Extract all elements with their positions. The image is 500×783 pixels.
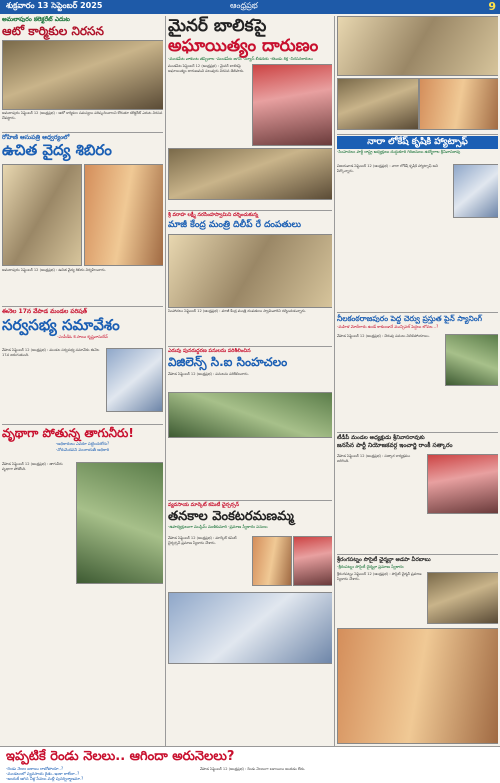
protest-crowd-photo	[168, 148, 332, 200]
society-event-photo	[337, 628, 498, 744]
crowd-photo-right	[419, 78, 498, 130]
story-vigilance-ci	[168, 348, 332, 376]
story-body: వేపాడ సెప్టెంబర్ 12 (ఆంధ్రప్రభ) : చెరువు పనులు నిలిచిపోయాయి.	[337, 334, 430, 338]
temple-visit-photo	[168, 234, 332, 308]
story-medical-camp	[2, 134, 163, 272]
vice-chairperson-portrait	[293, 536, 332, 586]
story-kicker: రోహిణి ఆసుపత్రి ఆధ్వర్యంలో	[2, 134, 70, 141]
divider	[337, 432, 498, 433]
story-kicker: -మండపేట వాకుంట తప్పిదాల -మండపేట జగన్ -న్యూస్ లీడరుకు -కటుడు శిక్ష -నిరసనకారులు	[168, 56, 313, 61]
story-kicker: ఈనెల 17న వేపాడ మండల పరిషత్	[2, 308, 88, 315]
headline-block	[168, 16, 332, 56]
story-kicker: అమలాపురం కలెక్టరేట్ ఎదుట	[2, 16, 70, 23]
story-byline: -ఉపాధ్యక్షులుగా ముస్లిమ్ మణికుమారి -ప్రమాణ స్వీకారం పనులు	[168, 524, 268, 529]
story-body: అమలాపురం సెప్టెంబర్ 12 (ఆంధ్రప్రభ) : ఉచిత వైద్య శిబిరం నిర్వహించారు.	[2, 268, 106, 272]
story-headline: నీలకంఠరాజపురం పెద్ద చెర్వు ప్రస్తుత పైన్ స్యానింగ్	[337, 314, 483, 323]
story-tank-scanning	[337, 314, 498, 338]
story-headline: తనకాల వెంకటరమణమ్మ	[168, 509, 294, 524]
story-headline: మాజీ కేంద్ర మంత్రి దిలీప్ రే దంపతులు	[168, 220, 302, 230]
bottom-headline: ఇప్పటికే రెండు నెలలు.. ఆగిందా అరునెలలు?	[6, 749, 235, 764]
divider	[168, 346, 332, 347]
story-body: వేపాడ సెప్టెంబర్ 12 (ఆంధ్రప్రభ) : మార్కెట్ కమిటీ ఛైర్పర్సన్ ప్రమాణ స్వీకారం చేశారు.	[168, 536, 237, 545]
story-kicker: శ్రీరంగపట్నం సొసైటీ ఛైర్మన్గా అడపా వీరబాబు	[337, 557, 431, 563]
story-kicker: ఎరువు పునరుద్ధరణ పనులను పరిశీలించిన	[168, 348, 251, 354]
divider	[337, 312, 498, 313]
tank-photo	[445, 334, 498, 386]
right-column	[337, 16, 498, 746]
meeting-photo-top	[337, 16, 498, 76]
bottom-subhead-2: -మండలంలో వ్యవసాయ రైతు..ఇంకా రాలేదా..?	[6, 771, 80, 776]
story-body: మండపేట సెప్టెంబర్ 12 (ఆంధ్రప్రభ) : మైనర్ బాలికపై అఘాయిత్యం దారుణమని పలువురు నిరసన తెలిపారు.	[168, 64, 245, 73]
story-headline: విజిలెన్స్ సి.ఐ సింహచలం	[168, 355, 288, 369]
inspection-photo	[168, 392, 332, 438]
bottom-subhead-1: -రెండు నెలల బకాయి రాబోతాయా..?	[6, 766, 64, 771]
headline-part-1: మైనర్ బాలికపై	[168, 16, 267, 36]
story-kicker: వ్యవసాయ మార్కెట్ కమిటీ ఛైర్పర్సన్	[168, 502, 240, 508]
story-market-committee	[168, 502, 332, 545]
story-minister-visit	[168, 212, 332, 313]
story-body: అమలాపురం సెప్టెంబర్ 12 (ఆంధ్రప్రభ) : ఆటో కార్మికుల సమస్యలు పరిష్కరించాలని కోరుతూ కలెక్టరేట్ ఎదుట నిరసన చేపట్టారు.	[2, 111, 163, 120]
divider	[2, 424, 163, 425]
story-subhead: -మహిళ మోదీగారు ఉండే కాకుండానే మున్సిపల్ పెద్దలు లోపల...?	[337, 324, 439, 329]
crowd-photo-left	[337, 78, 419, 130]
story-general-body-meeting	[2, 308, 163, 357]
story-byline: -ఎంపీడీఓ కె.సాయి కృష్ణవాసుదేవ్	[57, 334, 108, 339]
story-byline: -శ్రీరంపట్నం సొసైటీ ఛైర్మన్గా ప్రమాణ స్వీకారం	[337, 564, 404, 569]
story-body: వేపాడ సెప్టెంబర్ 12 (ఆంధ్రప్రభ) : తాగునీరు వృథాగా పోతోంది.	[2, 462, 63, 471]
story-lokesh-hatsoff	[337, 136, 498, 173]
bottom-story	[0, 746, 500, 783]
story-subhead: -అధికారులు ఎవరూ పట్టించుకోరు?	[55, 441, 110, 446]
divider	[2, 306, 163, 307]
story-kicker: శ్రీ వరాహ లక్ష్మీ నరసింహస్వామిని దర్శించుకున్న	[168, 212, 259, 218]
story-body: సింహాచలం సెప్టెంబర్ 12 (ఆంధ్రప్రభ) : మాజీ కేంద్ర మంత్రి దంపతులు స్వామివారిని దర్శించుకున్నారు.	[168, 309, 307, 313]
ceremony-photo	[168, 592, 332, 664]
story-body: వేపాడ సెప్టెంబర్ 12 (ఆంధ్రప్రభ) : మండల సర్వసభ్య సమావేశం ఈనెల 17న జరుగుతుంది.	[2, 348, 100, 357]
bottom-body: వేపాడ సెప్టెంబర్ 12 (ఆంధ్రప్రభ) : రెండు నెలలుగా బకాయిలు అందడం లేదు.	[200, 767, 306, 771]
story-body: వేపాడ సెప్టెంబర్ 12 (ఆంధ్రప్రభ) : సత్కార కార్యక్రమం జరిగింది.	[337, 454, 411, 463]
divider	[2, 132, 163, 133]
middle-column	[168, 16, 332, 746]
mpdo-portrait	[106, 348, 163, 412]
story-headline: సర్వసభ్య సమావేశం	[2, 316, 120, 334]
water-tap-photo	[76, 462, 163, 584]
story-headline: నారా లోకేష్ కృషికి హ్యాట్సాఫ్	[337, 136, 498, 149]
story-headline: జనసేన పార్టీ నియోజకవర్గ ఇంచార్జి రాంకీ సత్కారం	[337, 442, 453, 449]
page-number: 9	[488, 0, 496, 13]
left-column	[2, 16, 163, 746]
column-divider-2	[334, 16, 335, 746]
story-headline: వృథాగా పోతున్న తాగునీరు!	[2, 426, 134, 440]
story-body: శ్రీరంగపట్నం సెప్టెంబర్ 12 (ఆంధ్రప్రభ) : సొసైటీ ఛైర్మన్ ప్రమాణ స్వీకారం చేశారు.	[337, 572, 422, 581]
divider	[337, 554, 498, 555]
story-headline: ఆటో కార్మికుల నిరసన	[2, 24, 104, 38]
divider	[168, 210, 332, 211]
story-kicker: -సింహచలం పార్టీ రాష్ట్ర అధ్యక్షులు దుద్దుకూరి గిరిజనులు ఉద్యోగాల శ్రీనివాసరావు	[337, 149, 461, 154]
story-body: వేపాడ సెప్టెంబర్ 12 (ఆంధ్రప్రభ) : పనులను పరిశీలించారు.	[168, 372, 249, 376]
bottom-subhead-3: -అందుకే ఆగిన నీళ్ల సేవలు మళ్లీ పునర్నిర్మాణమా.?	[6, 776, 84, 781]
divider	[337, 134, 498, 135]
story-minor-girl	[168, 16, 332, 73]
story-water-wastage	[2, 426, 163, 471]
page-masthead	[0, 0, 500, 14]
story-auto-workers	[2, 16, 163, 120]
protest-photo	[252, 64, 332, 146]
story-headline: ఉచిత వైద్య శిబిరం	[2, 141, 112, 159]
issue-date: శుక్రవారం 13 సెప్టెంబర్ 2025	[6, 1, 103, 10]
story-body: విజయవాడ సెప్టెంబర్ 12 (ఆంధ్రప్రభ) : నారా లోకేష్ కృషికి హ్యాట్సాఫ్ అని పేర్కొన్నారు.	[337, 164, 439, 173]
story-kicker: టీడీపీ మండల అధ్యక్షుడు శ్రీనివాసరావుకు	[337, 435, 425, 441]
felicitation-photo	[427, 454, 498, 514]
column-divider-1	[165, 16, 166, 746]
story-subhead: -నోరుమెదపని పంచాయతీ అధికారి	[55, 447, 110, 452]
newspaper-brand: ఆంధ్రప్రభ	[230, 1, 258, 10]
camp-photo-1	[2, 164, 82, 266]
protest-photo	[2, 40, 163, 110]
story-felicitation	[337, 434, 498, 463]
camp-photo-2	[84, 164, 163, 266]
divider	[168, 500, 332, 501]
chairperson-portrait	[252, 536, 292, 586]
story-society-chairman	[337, 556, 498, 581]
leader-portrait	[453, 164, 498, 218]
headline-part-2: అఘాయిత్యం దారుణం	[168, 36, 319, 56]
swearing-in-photo	[427, 572, 498, 624]
